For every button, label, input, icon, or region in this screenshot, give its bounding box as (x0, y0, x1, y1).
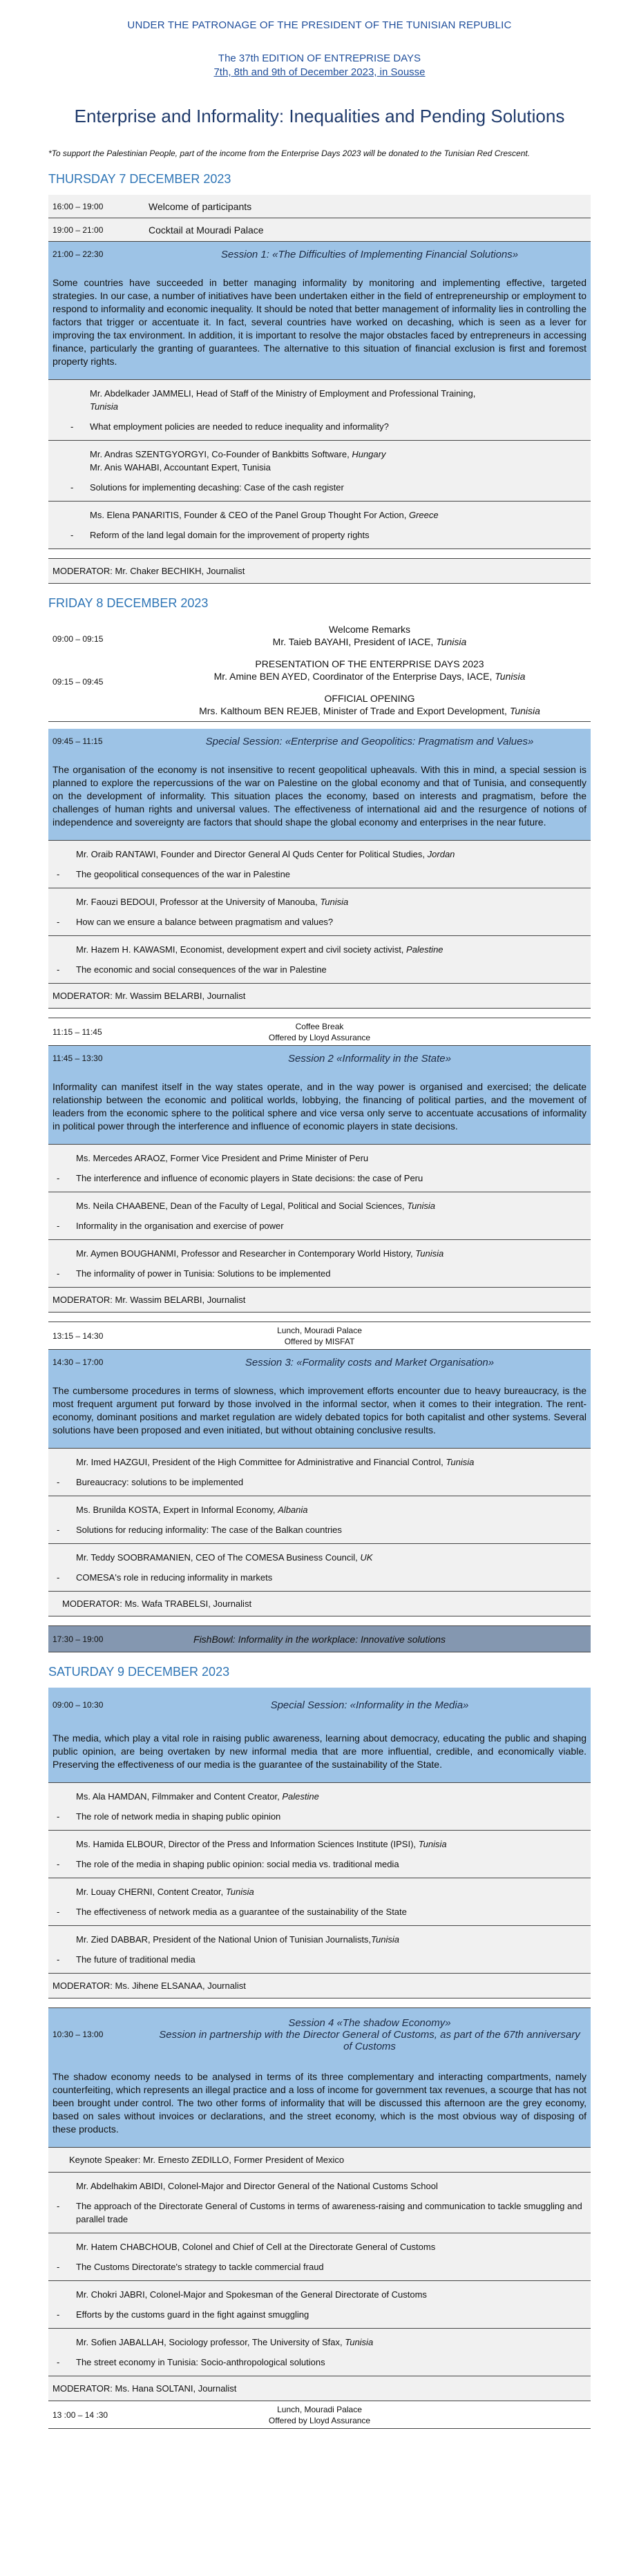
moderator-row: MODERATOR: Mr. Wassim BELARBI, Journalist (48, 984, 591, 1009)
spacer (48, 1009, 591, 1018)
speaker-block (48, 1831, 591, 1878)
speaker-topic: - Solutions for reducing informality: The case of the Balkan countries (57, 1525, 342, 1535)
speaker-name: Mr. Imed HAZGUI, President of the High Committee for Administrative and Financial Control, Tunisia (76, 1457, 475, 1467)
header (48, 0, 591, 79)
speaker-topic: - Efforts by the customs guard in the fight against smuggling (57, 2309, 309, 2320)
presentation-title: PRESENTATION OF THE ENTERPRISE DAYS 2023 (255, 658, 484, 669)
speaker-name: Ms. Mercedes ARAOZ, Former Vice President and Prime Minister of Peru (76, 1153, 369, 1163)
speaker-name: Mr. Chokri JABRI, Colonel-Major and Spokesman of the General Directorate of Customs (76, 2289, 427, 2300)
session-description: Some countries have succeeded in better managing informality by monitoring and implementing effective, targeted strategies. In our case, a number of initiatives have been undertaken either in the field of entrepreneurship or employment to respond to informality and economic inequality. It should be noted that better management of informality lies in controlling the factors that trigger or accentuate it. In fact, several countries have worked on decashing, which is seen as a lever for improving the tax environment. In addition, it is important to resolve the major obstacles faced by entrepreneurs in accessing finance, particularly the granting of guarantees. The alternative to this situation of financial exclusion is first and foremost property rights. (48, 267, 591, 380)
speaker-block (48, 441, 591, 502)
time-slot: 19:00 – 21:00 (53, 225, 104, 235)
speaker-name: Ms. Neila CHAABENE, Dean of the Faculty of Legal, Political and Social Sciences, Tunisia (76, 1201, 436, 1211)
spacer (48, 549, 591, 559)
speaker-name: Ms. Elena PANARITIS, Founder & CEO of the Panel Group Thought For Action, Greece (90, 510, 439, 520)
session-title: Session 4 «The shadow Economy» Session in partnership with the Director General of Customs, as part of the 67th anniversary of Customs (159, 2016, 580, 2052)
keynote-row: Keynote Speaker: Mr. Ernesto ZEDILLO, Former President of Mexico (48, 2148, 591, 2173)
schedule-row-cocktail (48, 218, 591, 242)
session-4-header (48, 2008, 591, 2061)
time-slot: 10:30 – 13:00 (53, 2030, 104, 2039)
spacer (48, 1998, 591, 2008)
schedule-row-welcome (48, 195, 591, 218)
speaker-topic: - The economic and social consequences of the war in Palestine (57, 964, 327, 975)
session-title: Session 3: «Formality costs and Market Organisation» (245, 1356, 495, 1368)
day-heading-saturday: SATURDAY 9 DECEMBER 2023 (48, 1665, 230, 1679)
speaker-block (48, 1192, 591, 1240)
moderator-row: MODERATOR: Mr. Chaker BECHIKH, Journalist (48, 559, 591, 584)
time-slot: 13:15 – 14:30 (53, 1330, 104, 1341)
welcome-remarks-speaker: Mr. Taieb BAYAHI, President of IACE, Tunisia (272, 636, 467, 647)
time-slot: 14:30 – 17:00 (53, 1357, 104, 1367)
official-opening-title: OFFICIAL OPENING (324, 693, 415, 704)
speaker-name: Ms. Hamida ELBOUR, Director of the Press and Information Sciences Institute (IPSI), Tunisia (76, 1839, 447, 1849)
speaker-block (48, 888, 591, 936)
speaker-block (48, 2173, 591, 2233)
moderator-row: MODERATOR: Ms. Hana SOLTANI, Journalist (48, 2376, 591, 2401)
opening-block (48, 619, 591, 722)
speaker-block (48, 1496, 591, 1544)
speaker-name: Mr. Andras SZENTGYORGYI, Co-Founder of Bankbitts Software, Hungary (90, 449, 386, 459)
speaker-topic: - The interference and influence of economic players in State decisions: the case of Peru (57, 1173, 423, 1183)
speaker-block (48, 1145, 591, 1192)
session-title: Session 2 «Informality in the State» (288, 1052, 451, 1065)
speaker-name: Mr. Hatem CHABCHOUB, Colonel and Chief of Cell at the Directorate General of Customs (76, 2242, 436, 2252)
speaker-block (48, 2329, 591, 2376)
page-title: Enterprise and Informality: Inequalities and Pending Solutions (74, 106, 565, 126)
speaker-block (48, 841, 591, 888)
session-title: Session 1: «The Difficulties of Implementing Financial Solutions» (220, 248, 519, 260)
speaker-name: Mr. Louay CHERNI, Content Creator, Tunisia (76, 1887, 254, 1897)
media-session-header (48, 1688, 591, 1722)
spacer (48, 1313, 591, 1322)
time-slot: 13 :00 – 14 :30 (53, 2410, 108, 2420)
speaker-block (48, 1783, 591, 1831)
speaker-name: Mr. Sofien JABALLAH, Sociology professor, The University of Sfax, Tunisia (76, 2337, 374, 2347)
break-content: Lunch, Mouradi Palace Offered by MISFAT (277, 1325, 362, 1346)
speaker-name: Mr. Aymen BOUGHANMI, Professor and Researcher in Contemporary World History, Tunisia (76, 1248, 444, 1259)
speaker-topic: - The street economy in Tunisia: Socio-anthropological solutions (57, 2357, 325, 2367)
moderator-row: MODERATOR: Mr. Wassim BELARBI, Journalist (48, 1288, 591, 1313)
moderator-row: MODERATOR: Ms. Jihene ELSANAA, Journalist (48, 1974, 591, 1998)
speaker-name: Ms. Brunilda KOSTA, Expert in Informal Economy, Albania (76, 1505, 308, 1515)
session-1-header (48, 242, 591, 267)
session-description: The cumbersome procedures in terms of slowness, which improvement efforts encounter due to heavy bureaucracy, is the most frequent argument put forward by those involved in the informal sector, when it comes to their integration. The rent-economy, dominant positions and market regulation are widely debated topics for both capitalist and other systems. Several solutions have been proposed and even initiated, but without obtaining conclusive results. (48, 1375, 591, 1449)
session-2-header (48, 1046, 591, 1071)
row-label: Cocktail at Mouradi Palace (149, 224, 264, 236)
day-heading-thursday: THURSDAY 7 DECEMBER 2023 (48, 172, 231, 186)
speaker-block (48, 380, 591, 441)
session-title: Special Session: «Informality in the Media» (270, 1699, 469, 1711)
session-title: Special Session: «Enterprise and Geopolitics: Pragmatism and Values» (205, 735, 534, 747)
speaker-name: Mr. Zied DABBAR, President of the National Union of Tunisian Journalists,Tunisia (76, 1934, 399, 1945)
time-slot: 16:00 – 19:00 (53, 201, 104, 211)
presentation-speaker: Mr. Amine BEN AYED, Coordinator of the Enterprise Days, IACE, Tunisia (213, 671, 526, 682)
time-slot: 09:15 – 09:45 (53, 677, 104, 687)
edition-line: The 37th EDITION OF ENTREPRISE DAYS (218, 53, 421, 64)
donation-note: *To support the Palestinian People, part of the income from the Enterprise Days 2023 will be donated to the Tunisian Red Crescent. (48, 149, 531, 158)
patronage-line: UNDER THE PATRONAGE OF THE PRESIDENT OF THE TUNISIAN REPUBLIC (127, 19, 512, 31)
speaker-topic: - The informality of power in Tunisia: Solutions to be implemented (57, 1268, 331, 1279)
speaker-name: Mr. Abdelkader JAMMELI, Head of Staff of the Ministry of Employment and Professional Training, Tunisia (90, 388, 476, 412)
speaker-topic: - The geopolitical consequences of the war in Palestine (57, 869, 291, 879)
break-content: Coffee Break Offered by Lloyd Assurance (268, 1021, 371, 1042)
dates-line: 7th, 8th and 9th of December 2023, in Sousse (213, 66, 426, 78)
speaker-name: Mr. Anis WAHABI, Accountant Expert, Tunisia (90, 462, 271, 473)
break-content: Lunch, Mouradi Palace Offered by Lloyd Assurance (268, 2404, 371, 2425)
speaker-topic: - How can we ensure a balance between pragmatism and values? (57, 917, 334, 927)
welcome-remarks-title: Welcome Remarks (329, 624, 410, 635)
time-slot: 11:45 – 13:30 (53, 1053, 103, 1063)
speaker-topic: - The approach of the Directorate General of Customs in terms of awareness-raising and communication to tackle smuggling and parallel trade (57, 2201, 582, 2224)
speaker-topic: - Reform of the land legal domain for the improvement of property rights (70, 530, 370, 540)
speaker-topic: - The role of the media in shaping public opinion: social media vs. traditional media (57, 1859, 399, 1869)
speaker-topic: - Solutions for implementing decashing: Case of the cash register (70, 482, 344, 493)
time-slot: 09:00 – 09:15 (53, 634, 104, 644)
speaker-name: Mr. Teddy SOOBRAMANIEN, CEO of The COMESA Business Council, UK (76, 1552, 373, 1563)
speaker-block (48, 1878, 591, 1926)
official-opening-speaker: Mrs. Kalthoum BEN REJEB, Minister of Trade and Export Development, Tunisia (199, 705, 540, 716)
row-label: Welcome of participants (149, 200, 252, 212)
fishbowl-row (48, 1626, 591, 1652)
session-description: The shadow economy needs to be analysed in terms of its three complementary and interacting compartments, namely counterfeiting, which represents an illegal practice and a loss of income for government tax revenues, a scourge that has not been brought under control. The two other forms of informality that will be discussed this afternoon are the grey economy, based on sales without invoices or declarations, and the street economy, which is the most obvious way of disposing of these products. (48, 2061, 591, 2148)
speaker-topic: - The future of traditional media (57, 1954, 195, 1965)
speaker-name: Mr. Abdelhakim ABIDI, Colonel-Major and Director General of the National Customs School (76, 2181, 438, 2191)
speaker-name: Mr. Hazem H. KAWASMI, Economist, development expert and civil society activist, Palestine (76, 944, 444, 955)
special-session-header (48, 729, 591, 754)
speaker-topic: - The effectiveness of network media as a guarantee of the sustainability of the State (57, 1907, 407, 1917)
speaker-topic: - COMESA's role in reducing informality in markets (57, 1572, 273, 1583)
speaker-block (48, 936, 591, 984)
session-description: The media, which play a vital role in raising public awareness, learning about democracy, educating the public and shaping public opinion, are being overtaken by new informal media that are more influential, credible, and economically viable. Preserving the effectiveness of our media is the guarantee of the sustainability of the State. (48, 1722, 591, 1783)
speaker-name: Ms. Ala HAMDAN, Filmmaker and Content Creator, Palestine (76, 1791, 319, 1802)
lunch-row (48, 1322, 591, 1350)
speaker-block (48, 1926, 591, 1974)
session-description: The organisation of the economy is not insensitive to recent geopolitical upheavals. With this in mind, a special session is planned to explore the repercussions of the war on Palestine on the global economy and that of Tunisia, and consequently on the development of informality. This situation places the economy, based on interests and pragmatism, before the challenges of human rights and universal values. The effectiveness of international aid and the resurgence of notions of independence and sovereignty are factors that should shape the global economy and enterprises in the near future. (48, 754, 591, 841)
speaker-topic: - What employment policies are needed to reduce inequality and informality? (70, 421, 389, 432)
speaker-block (48, 1544, 591, 1592)
speaker-name: Mr. Oraib RANTAWI, Founder and Director General Al Quds Center for Political Studies, Jordan (76, 849, 455, 859)
speaker-topic: - Informality in the organisation and exercise of power (57, 1221, 284, 1231)
moderator-row: MODERATOR: Ms. Wafa TRABELSI, Journalist (48, 1592, 591, 1616)
speaker-topic: - The role of network media in shaping public opinion (57, 1811, 281, 1822)
opening-content (149, 619, 591, 721)
time-slot: 11:15 – 11:45 (53, 1027, 102, 1037)
fishbowl-label: FishBowl: Informality in the workplace: Innovative solutions (193, 1633, 446, 1645)
speaker-topic: - Bureaucracy: solutions to be implemented (57, 1477, 244, 1487)
opening-times (48, 619, 149, 721)
time-slot: 21:00 – 22:30 (53, 249, 104, 259)
speaker-topic: - The Customs Directorate's strategy to tackle commercial fraud (57, 2262, 324, 2272)
time-slot: 09:45 – 11:15 (53, 736, 103, 746)
time-slot: 09:00 – 10:30 (53, 1700, 104, 1710)
time-slot: 17:30 – 19:00 (53, 1634, 104, 1644)
speaker-name: Mr. Faouzi BEDOUI, Professor at the University of Manouba, Tunisia (76, 897, 349, 907)
speaker-block (48, 2233, 591, 2281)
session-description: Informality can manifest itself in the way states operate, and in the way power is organised and exercised; the delicate relationship between the economic and political worlds, lobbying, the financing of political parties, and the movement of leaders from the economic sphere to the political sphere and vice versa only serve to accentuate accusations of informality in political power through the interference and influence of economic players in state decisions. (48, 1071, 591, 1145)
session-3-header (48, 1350, 591, 1375)
spacer (48, 1616, 591, 1626)
speaker-block (48, 2281, 591, 2329)
coffee-break-row (48, 1018, 591, 1046)
lunch-row (48, 2401, 591, 2429)
speaker-block (48, 1240, 591, 1288)
speaker-block (48, 502, 591, 549)
speaker-block (48, 1449, 591, 1496)
day-heading-friday: FRIDAY 8 DECEMBER 2023 (48, 596, 209, 610)
